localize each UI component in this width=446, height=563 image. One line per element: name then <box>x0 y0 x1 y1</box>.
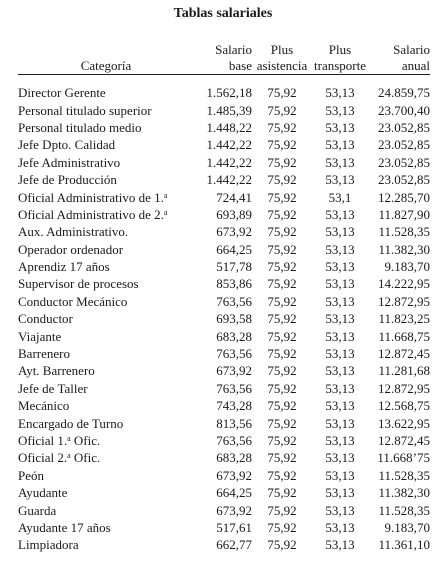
cell-plus-transporte: 53,13 <box>325 137 355 153</box>
table-row <box>18 241 430 258</box>
cell-salario-anual: 12.872,95 <box>378 293 430 309</box>
cell-salario-anual: 23.052,85 <box>378 119 430 135</box>
cell-plus-asistencia: 75,92 <box>267 172 297 188</box>
table-row <box>18 449 430 466</box>
cell-plus-asistencia: 75,92 <box>267 241 297 257</box>
table-row <box>18 293 430 310</box>
cell-salario-base: 1.485,39 <box>206 102 252 118</box>
cell-categoria: Limpiadora <box>18 537 79 553</box>
cell-salario-anual: 9.183,70 <box>384 259 430 275</box>
table-row <box>18 414 430 431</box>
cell-plus-transporte: 53,13 <box>325 502 355 518</box>
cell-plus-asistencia: 75,92 <box>267 415 297 431</box>
cell-categoria: Ayudante <box>18 485 68 501</box>
cell-salario-base: 693,89 <box>216 206 252 222</box>
cell-salario-anual: 24.859,75 <box>378 85 430 101</box>
cell-salario-anual: 11.382,30 <box>378 241 430 257</box>
cell-salario-base: 1.562,18 <box>206 85 252 101</box>
cell-salario-base: 813,56 <box>216 415 252 431</box>
cell-categoria: Director Gerente <box>18 85 106 101</box>
cell-plus-transporte: 53,13 <box>325 537 355 553</box>
cell-plus-asistencia: 75,92 <box>267 363 297 379</box>
cell-salario-anual: 11.361,10 <box>378 537 430 553</box>
cell-plus-transporte: 53,13 <box>325 119 355 135</box>
cell-plus-asistencia: 75,92 <box>267 102 297 118</box>
table-row <box>18 310 430 327</box>
cell-categoria: Jefe de Taller <box>18 380 88 396</box>
header-plus-asistencia-line2: asistencia <box>256 58 308 73</box>
cell-categoria: Jefe de Producción <box>18 172 117 188</box>
cell-plus-asistencia: 75,92 <box>267 311 297 327</box>
table-row <box>18 362 430 379</box>
table-row <box>18 501 430 518</box>
cell-categoria: Ayt. Barrenero <box>18 363 95 379</box>
cell-salario-anual: 13.622,95 <box>378 415 430 431</box>
cell-plus-asistencia: 75,92 <box>267 328 297 344</box>
cell-salario-base: 1.442,22 <box>206 137 252 153</box>
cell-plus-asistencia: 75,92 <box>267 276 297 292</box>
table-row <box>18 432 430 449</box>
cell-plus-asistencia: 75,92 <box>267 467 297 483</box>
cell-categoria: Oficial Administrativo de 1.$^a$ <box>18 189 168 205</box>
cell-plus-asistencia: 75,92 <box>267 537 297 553</box>
cell-salario-base: 517,78 <box>216 259 252 275</box>
cell-plus-asistencia: 75,92 <box>267 206 297 222</box>
table-row <box>18 484 430 501</box>
cell-salario-base: 763,56 <box>216 293 252 309</box>
cell-categoria: Jefe Dpto. Calidad <box>18 137 116 153</box>
cell-plus-asistencia: 75,92 <box>267 450 297 466</box>
cell-salario-base: 683,28 <box>216 450 252 466</box>
cell-plus-asistencia: 75,92 <box>267 224 297 240</box>
cell-plus-transporte: 53,13 <box>325 519 355 535</box>
cell-plus-asistencia: 75,92 <box>267 137 297 153</box>
cell-salario-anual: 11.281,68 <box>378 363 430 379</box>
header-salario-base-line2: base <box>228 58 252 73</box>
cell-salario-base: 673,92 <box>216 224 252 240</box>
cell-salario-base: 673,92 <box>216 363 252 379</box>
cell-salario-anual: 23.052,85 <box>378 154 430 170</box>
cell-plus-asistencia: 75,92 <box>267 346 297 362</box>
cell-salario-anual: 12.872,45 <box>378 346 430 362</box>
cell-categoria: Barrenero <box>18 346 70 362</box>
cell-plus-transporte: 53,13 <box>325 102 355 118</box>
cell-categoria: Viajante <box>18 328 62 344</box>
cell-salario-anual: 23.052,85 <box>378 137 430 153</box>
cell-plus-transporte: 53,13 <box>325 380 355 396</box>
cell-plus-transporte: 53,13 <box>325 293 355 309</box>
cell-salario-anual: 23.700,40 <box>378 102 430 118</box>
cell-salario-base: 724,41 <box>216 189 252 205</box>
header-plus-asistencia <box>252 38 312 75</box>
cell-categoria: Mecánico <box>18 398 70 414</box>
table-row <box>18 171 430 188</box>
cell-plus-transporte: 53,13 <box>325 206 355 222</box>
cell-salario-anual: 11.528,35 <box>378 224 430 240</box>
cell-categoria: Conductor Mecánico <box>18 293 128 309</box>
cell-salario-base: 1.442,22 <box>206 172 252 188</box>
cell-plus-transporte: 53,13 <box>325 311 355 327</box>
cell-salario-anual: 12.872,95 <box>378 380 430 396</box>
header-salario-anual <box>368 38 430 75</box>
cell-salario-base: 1.448,22 <box>206 119 252 135</box>
cell-plus-asistencia: 75,92 <box>267 293 297 309</box>
table-row <box>18 327 430 344</box>
cell-salario-base: 853,86 <box>216 276 252 292</box>
cell-plus-transporte: 53,13 <box>325 172 355 188</box>
cell-salario-base: 664,25 <box>216 485 252 501</box>
table-row <box>18 75 430 102</box>
header-plus-transporte <box>312 38 368 75</box>
cell-salario-anual: 11.382,30 <box>378 485 430 501</box>
cell-plus-asistencia: 75,92 <box>267 119 297 135</box>
cell-salario-base: 662,77 <box>216 537 252 553</box>
cell-salario-base: 683,28 <box>216 328 252 344</box>
table-row <box>18 206 430 223</box>
cell-salario-anual: 11.528,35 <box>378 467 430 483</box>
table-row <box>18 223 430 240</box>
header-plus-transporte-line1: Plus <box>328 42 352 57</box>
cell-categoria: Aux. Administrativo. <box>18 224 129 240</box>
table-row <box>18 345 430 362</box>
cell-salario-anual: 11.827,90 <box>378 206 430 222</box>
cell-plus-transporte: 53,13 <box>325 415 355 431</box>
cell-categoria: Supervisor de procesos <box>18 276 139 292</box>
cell-categoria: Guarda <box>18 502 57 518</box>
cell-plus-transporte: 53,13 <box>325 85 355 101</box>
cell-categoria: Oficial 2.$^a$ Ofic. <box>18 450 101 466</box>
table-row <box>18 467 430 484</box>
cell-salario-base: 1.442,22 <box>206 154 252 170</box>
header-salario-base <box>194 38 252 75</box>
cell-plus-asistencia: 75,92 <box>267 485 297 501</box>
cell-salario-base: 673,92 <box>216 467 252 483</box>
table-row <box>18 119 430 136</box>
cell-salario-base: 673,92 <box>216 502 252 518</box>
cell-plus-transporte: 53,13 <box>325 328 355 344</box>
cell-plus-transporte: 53,13 <box>325 241 355 257</box>
table-row <box>18 101 430 118</box>
table-row <box>18 258 430 275</box>
cell-plus-transporte: 53,13 <box>325 467 355 483</box>
cell-salario-anual: 11.823,25 <box>378 311 430 327</box>
cell-plus-asistencia: 75,92 <box>267 519 297 535</box>
cell-categoria: Aprendiz 17 años <box>18 259 110 275</box>
cell-salario-anual: 12.568,75 <box>378 398 430 414</box>
cell-salario-base: 664,25 <box>216 241 252 257</box>
header-plus-transporte-line2: transporte <box>314 58 366 73</box>
table-header-row <box>18 38 430 75</box>
cell-plus-asistencia: 75,92 <box>267 259 297 275</box>
cell-categoria: Personal titulado medio <box>18 119 142 135</box>
cell-plus-asistencia: 75,92 <box>267 189 297 205</box>
cell-plus-transporte: 53,13 <box>325 450 355 466</box>
table-row <box>18 136 430 153</box>
cell-salario-base: 517,61 <box>216 519 252 535</box>
cell-categoria: Oficial Administrativo de 2.$^a$ <box>18 206 168 222</box>
cell-plus-transporte: 53,13 <box>325 485 355 501</box>
cell-salario-anual: 14.222,95 <box>378 276 430 292</box>
cell-plus-transporte: 53,13 <box>325 398 355 414</box>
cell-salario-anual: 11.668’75 <box>377 450 430 466</box>
cell-categoria: Personal titulado superior <box>18 102 152 118</box>
cell-plus-transporte: 53,13 <box>325 276 355 292</box>
cell-categoria: Jefe Administrativo <box>18 154 121 170</box>
cell-plus-transporte: 53,13 <box>325 259 355 275</box>
table-row <box>18 380 430 397</box>
cell-categoria: Operador ordenador <box>18 241 124 257</box>
header-plus-asistencia-line1: Plus <box>270 42 294 57</box>
cell-plus-asistencia: 75,92 <box>267 154 297 170</box>
cell-categoria: Oficial 1.$^a$ Ofic. <box>18 433 101 448</box>
table-row <box>18 188 430 205</box>
cell-categoria: Ayudante 17 años <box>18 519 111 535</box>
cell-salario-base: 763,56 <box>216 346 252 362</box>
cell-categoria: Conductor <box>18 311 73 327</box>
cell-salario-base: 693,58 <box>216 311 252 327</box>
cell-salario-base: 743,28 <box>216 398 252 414</box>
cell-plus-transporte: 53,13 <box>325 154 355 170</box>
header-salario-anual-line1: Salario <box>393 42 430 57</box>
cell-salario-anual: 12.872,45 <box>378 433 430 448</box>
cell-categoria: Encargado de Turno <box>18 415 124 431</box>
cell-plus-asistencia: 75,92 <box>267 85 297 101</box>
cell-salario-anual: 23.052,85 <box>378 172 430 188</box>
cell-plus-transporte: 53,13 <box>325 433 355 448</box>
table-row <box>18 275 430 292</box>
cell-plus-transporte: 53,1 <box>328 189 352 205</box>
cell-plus-transporte: 53,13 <box>325 346 355 362</box>
cell-plus-asistencia: 75,92 <box>267 433 297 448</box>
cell-plus-transporte: 53,13 <box>325 224 355 240</box>
cell-plus-asistencia: 75,92 <box>267 380 297 396</box>
table-row <box>18 536 430 553</box>
cell-plus-asistencia: 75,92 <box>267 502 297 518</box>
cell-salario-anual: 12.285,70 <box>378 189 430 205</box>
salary-table <box>18 38 430 554</box>
table-row <box>18 519 430 536</box>
cell-salario-anual: 11.668,75 <box>378 328 430 344</box>
cell-salario-base: 763,56 <box>216 380 252 396</box>
header-salario-anual-line2: anual <box>401 58 430 73</box>
cell-salario-base: 763,56 <box>216 433 252 448</box>
cell-plus-asistencia: 75,92 <box>267 398 297 414</box>
header-salario-base-line1: Salario <box>215 42 252 57</box>
table-row <box>18 397 430 414</box>
cell-categoria: Peón <box>18 467 44 483</box>
cell-plus-transporte: 53,13 <box>325 363 355 379</box>
salary-table-body <box>18 75 430 554</box>
table-title: Tablas salariales <box>173 6 273 21</box>
cell-salario-anual: 9.183,70 <box>384 519 430 535</box>
header-categoria: Categoría <box>18 38 194 75</box>
table-row <box>18 154 430 171</box>
cell-salario-anual: 11.528,35 <box>378 502 430 518</box>
